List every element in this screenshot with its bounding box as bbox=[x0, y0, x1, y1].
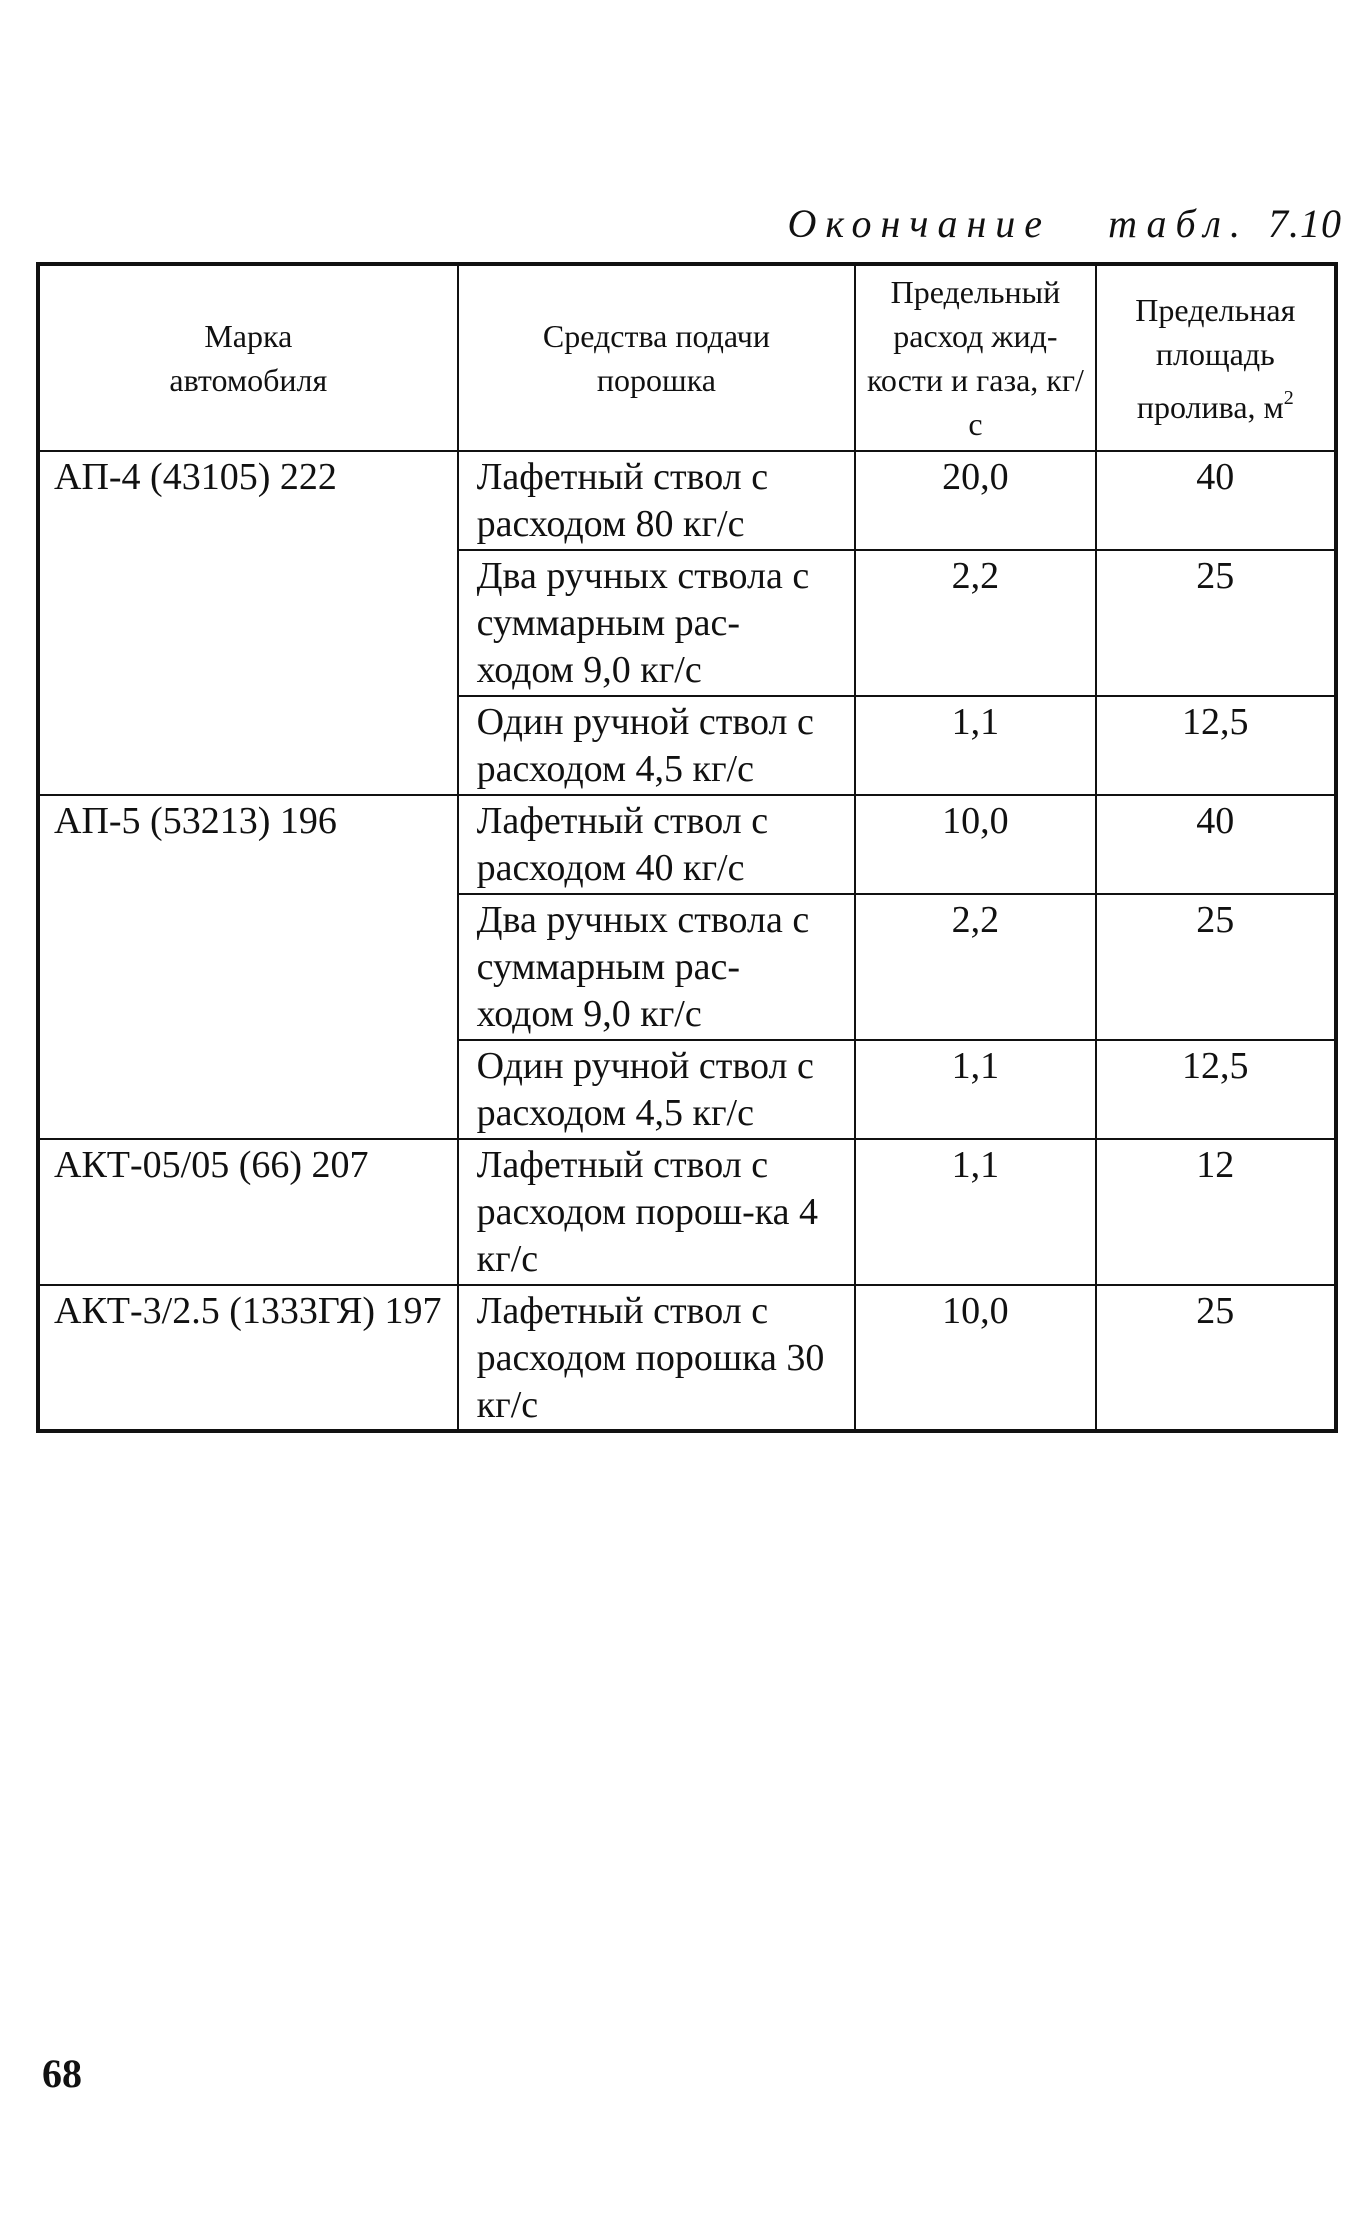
brand-cell: АП-4 (43105) 222 bbox=[38, 451, 458, 795]
caption-word-table: табл. bbox=[1108, 201, 1249, 246]
means-cell: Лафетный ствол с расходом 80 кг/с bbox=[458, 451, 856, 550]
area-cell: 25 bbox=[1096, 894, 1336, 1040]
table-row bbox=[38, 1285, 1336, 1431]
caption-table-number: 7.10 bbox=[1268, 201, 1342, 246]
means-cell: Два ручных ствола с суммарным рас-ходом 9,0 кг/с bbox=[458, 550, 856, 696]
flow-cell: 1,1 bbox=[855, 1139, 1095, 1285]
page-number: 68 bbox=[42, 2051, 82, 2096]
table-caption bbox=[787, 200, 1342, 247]
means-cell: Два ручных ствола с суммарным рас-ходом 9,0 кг/с bbox=[458, 894, 856, 1040]
means-cell: Лафетный ствол с расходом 40 кг/с bbox=[458, 795, 856, 894]
flow-cell: 1,1 bbox=[855, 1040, 1095, 1139]
table-row bbox=[38, 451, 1336, 550]
flow-cell: 10,0 bbox=[855, 795, 1095, 894]
area-cell: 25 bbox=[1096, 1285, 1336, 1431]
table-header-row bbox=[38, 264, 1336, 451]
area-cell: 25 bbox=[1096, 550, 1336, 696]
caption-word-end: Окончание bbox=[787, 201, 1052, 246]
brand-cell: АКТ-05/05 (66) 207 bbox=[38, 1139, 458, 1285]
flow-cell: 20,0 bbox=[855, 451, 1095, 550]
header-means: Средства подачи порошка bbox=[458, 264, 856, 451]
area-cell: 40 bbox=[1096, 795, 1336, 894]
flow-cell: 10,0 bbox=[855, 1285, 1095, 1431]
header-brand: Марка автомобиля bbox=[38, 264, 458, 451]
area-cell: 40 bbox=[1096, 451, 1336, 550]
table-row bbox=[38, 795, 1336, 894]
vehicles-table bbox=[36, 262, 1338, 1433]
area-cell: 12,5 bbox=[1096, 696, 1336, 795]
flow-cell: 2,2 bbox=[855, 894, 1095, 1040]
flow-cell: 1,1 bbox=[855, 696, 1095, 795]
means-cell: Лафетный ствол с расходом порошка 30 кг/с bbox=[458, 1285, 856, 1431]
header-flow: Предельный расход жид-кости и газа, кг/с bbox=[855, 264, 1095, 451]
table-row bbox=[38, 1139, 1336, 1285]
brand-cell: АКТ-3/2.5 (1333ГЯ) 197 bbox=[38, 1285, 458, 1431]
means-cell: Один ручной ствол с расходом 4,5 кг/с bbox=[458, 696, 856, 795]
means-cell: Один ручной ствол с расходом 4,5 кг/с bbox=[458, 1040, 856, 1139]
area-cell: 12,5 bbox=[1096, 1040, 1336, 1139]
flow-cell: 2,2 bbox=[855, 550, 1095, 696]
brand-cell: АП-5 (53213) 196 bbox=[38, 795, 458, 1139]
header-area: Предельная площадь пролива, $м^2$ bbox=[1096, 264, 1336, 451]
area-cell: 12 bbox=[1096, 1139, 1336, 1285]
means-cell: Лафетный ствол с расходом порош-ка 4 кг/с bbox=[458, 1139, 856, 1285]
